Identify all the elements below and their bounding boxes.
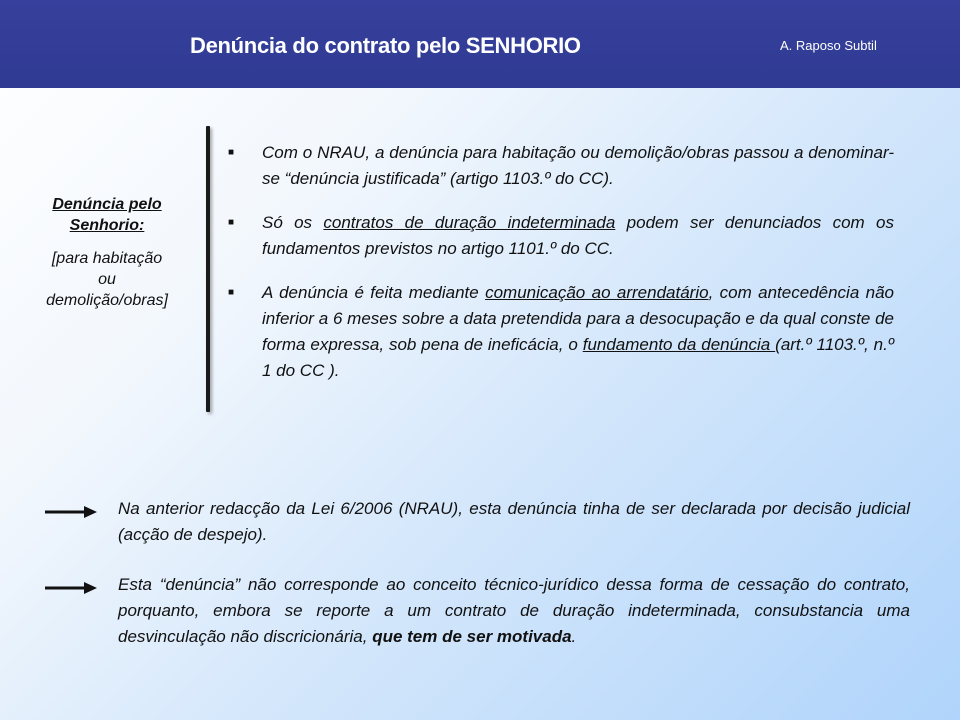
right-arrow-icon — [44, 504, 98, 520]
note-text: Na anterior redacção da Lei 6/2006 (NRAU), esta denúncia tinha de ser declarada por decisão judicial (acção de despejo). — [118, 499, 910, 544]
bullet-text-post: podem ser denunciados com os fundamentos previstos no artigo 1101.º do CC. — [262, 213, 894, 258]
bullet-text-underlined: fundamento da denúncia — [582, 335, 776, 354]
vertical-divider — [206, 126, 210, 412]
side-label-line5: demolição/obras] — [46, 292, 168, 309]
bullet-item — [226, 210, 894, 262]
author-label: A. Raposo Subtil — [780, 38, 877, 53]
bullet-item — [226, 140, 894, 192]
bullet-text-pre: A denúncia é feita mediante — [262, 283, 486, 302]
bullet-item — [226, 280, 894, 384]
bullet-list — [226, 140, 894, 402]
note-text-end: . — [571, 627, 577, 646]
side-label-line2: Senhorio: — [69, 217, 145, 234]
bullet-text-pre: Só os — [262, 213, 324, 232]
note-text: Esta “denúncia” não corresponde ao conceito técnico-jurídico dessa forma de cessação do contrato, porquanto, embora se reporte a um contrato de duração indeterminada, consubstancia uma desvinculação não discricionária, — [118, 575, 910, 646]
square-bullet-icon: ■ — [228, 287, 235, 298]
square-bullet-icon: ■ — [228, 217, 235, 228]
bullet-text: Com o NRAU, a denúncia para habitação ou demolição/obras passou a denominar-se “denúncia justificada” (artigo 1103.º do CC). — [262, 143, 894, 188]
side-label-line4: ou — [98, 271, 116, 288]
square-bullet-icon: ■ — [228, 147, 235, 158]
right-arrow-icon — [44, 580, 98, 596]
page-title: Denúncia do contrato pelo SENHORIO — [190, 33, 581, 58]
header-bar — [0, 0, 960, 88]
bullet-text-underlined: contratos de duração indeterminada — [323, 213, 616, 232]
bullet-text-mid: , com antecedência não inferior a 6 meses sobre a data pretendida para a desocupação e da qual conste de forma expressa, sob pena de ineficácia, o — [262, 283, 895, 354]
note-text-bold: que tem de ser motivada — [372, 627, 572, 646]
notes-section — [44, 496, 910, 674]
note-item — [44, 572, 910, 650]
note-item — [44, 496, 910, 548]
side-label-line3: [para habitação — [51, 250, 163, 267]
bullet-text-post: (art.º 1103.º, n.º 1 do CC ). — [262, 335, 895, 380]
side-label-line1: Denúncia pelo — [52, 196, 162, 213]
side-label — [22, 194, 192, 311]
bullet-text-underlined: comunicação ao arrendatário — [485, 283, 709, 302]
